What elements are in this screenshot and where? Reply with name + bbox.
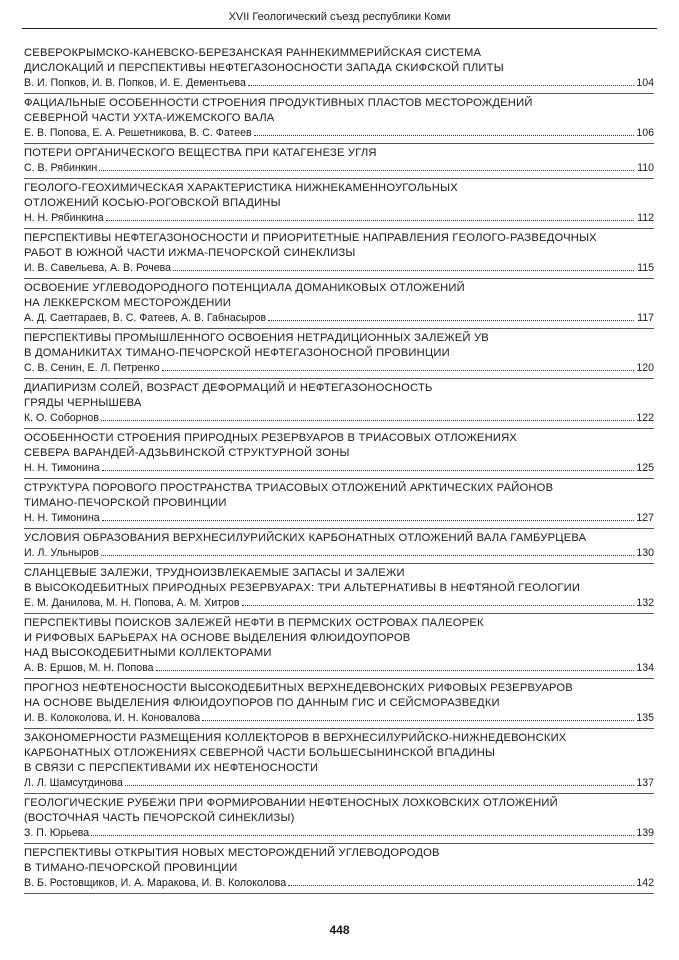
entry-authors: З. П. Юрьева [24,827,90,839]
entry-page-number: 130 [636,547,654,559]
dot-leader [162,370,634,371]
entry-author-row [24,776,654,790]
toc-entry [24,614,654,679]
toc-entry [24,379,654,429]
entry-title-line: НА ЛЕККЕРСКОМ МЕСТОРОЖДЕНИИ [24,297,232,309]
entry-title-line: ПЕРСПЕКТИВЫ НЕФТЕГАЗОНОСНОСТИ И ПРИОРИТЕТНЫЕ НАПРАВЛЕНИЯ ГЕОЛОГО-РАЗВЕДОЧНЫХ [24,232,597,244]
entry-authors: С. В. Рябинкин [24,162,98,174]
toc-entry [24,44,654,94]
entry-title-line: ПЕРСПЕКТИВЫ ОТКРЫТИЯ НОВЫХ МЕСТОРОЖДЕНИЙ УГЛЕВОДОРОДОВ [24,847,440,859]
table-of-contents [24,44,654,894]
entry-author-row [24,661,654,675]
entry-author-row [24,826,654,840]
entry-title-line: СТРУКТУРА ПОРОВОГО ПРОСТРАНСТВА ТРИАСОВЫХ ОТЛОЖЕНИЙ АРКТИЧЕСКИХ РАЙОНОВ [24,482,554,494]
entry-authors: Л. Л. Шамсутдинова [24,777,123,789]
entry-title-line: В ВЫСОКОДЕБИТНЫХ ПРИРОДНЫХ РЕЗЕРВУАРАХ: ТРИ АЛЬТЕРНАТИВЫ В НЕФТЯНОЙ ГЕОЛОГИИ [24,582,581,594]
entry-title [24,181,654,211]
entry-title-line: ПЕРСПЕКТИВЫ ПРОМЫШЛЕННОГО ОСВОЕНИЯ НЕТРАДИЦИОННЫХ ЗАЛЕЖЕЙ УВ [24,332,489,344]
entry-page-number: 139 [636,827,654,839]
entry-title-line: СЕВЕРОКРЫМСКО-КАНЕВСКО-БЕРЕЗАНСКАЯ РАННЕКИММЕРИЙСКАЯ СИСТЕМА [24,47,482,59]
entry-authors: В. Б. Ростовщиков, И. А. Маракова, И. В. Колоколова [24,877,287,889]
entry-authors: Н. Н. Рябинкина [24,212,104,224]
entry-page-number: 110 [637,162,654,174]
dot-leader [242,605,634,606]
dot-leader [102,520,634,521]
entry-title-line: ГЕОЛОГИЧЕСКИЕ РУБЕЖИ ПРИ ФОРМИРОВАНИИ НЕФТЕНОСНЫХ ЛОХКОВСКИХ ОТЛОЖЕНИЙ [24,797,558,809]
toc-entry [24,329,654,379]
entry-page-number: 115 [637,262,654,274]
entry-title [24,281,654,311]
dot-leader [101,420,634,421]
entry-title [24,96,654,126]
toc-entry [24,529,654,564]
page-number: 448 [329,923,350,937]
toc-entry [24,179,654,229]
dot-leader [102,470,634,471]
entry-author-row [24,261,654,275]
entry-author-row [24,711,654,725]
toc-entry [24,794,654,844]
entry-authors: И. Л. Ульныров [24,547,99,559]
entry-title-line: (ВОСТОЧНАЯ ЧАСТЬ ПЕЧОРСКОЙ СИНЕКЛИЗЫ) [24,812,295,824]
toc-entry [24,94,654,144]
entry-title [24,796,654,826]
dot-leader [254,135,634,136]
dot-leader [156,670,634,671]
toc-entry [24,429,654,479]
entry-title-line: ПРОГНОЗ НЕФТЕНОСНОСТИ ВЫСОКОДЕБИТНЫХ ВЕРХНЕДЕВОНСКИХ РИФОВЫХ РЕЗЕРВУАРОВ [24,682,573,694]
dot-leader [173,270,634,271]
entry-title-line: УСЛОВИЯ ОБРАЗОВАНИЯ ВЕРХНЕСИЛУРИЙСКИХ КАРБОНАТНЫХ ОТЛОЖЕНИЙ ВАЛА ГАМБУРЦЕВА [24,532,587,544]
entry-title-line: ДИСЛОКАЦИЙ И ПЕРСПЕКТИВЫ НЕФТЕГАЗОНОСНОСТИ ЗАПАДА СКИФСКОЙ ПЛИТЫ [24,62,504,74]
entry-title [24,566,654,596]
entry-title-line: ОСВОЕНИЕ УГЛЕВОДОРОДНОГО ПОТЕНЦИАЛА ДОМАНИКОВЫХ ОТЛОЖЕНИЙ [24,282,465,294]
entry-title-line: ОСОБЕННОСТИ СТРОЕНИЯ ПРИРОДНЫХ РЕЗЕРВУАРОВ В ТРИАСОВЫХ ОТЛОЖЕНИЯХ [24,432,518,444]
entry-author-row [24,211,654,225]
entry-page-number: 134 [636,662,654,674]
dot-leader [202,720,634,721]
entry-title-line: И РИФОВЫХ БАРЬЕРАХ НА ОСНОВЕ ВЫДЕЛЕНИЯ ФЛЮИДОУПОРОВ [24,632,411,644]
entry-authors: И. В. Колоколова, И. Н. Коновалова [24,712,201,724]
entry-page-number: 135 [636,712,654,724]
entry-title-line: СЛАНЦЕВЫЕ ЗАЛЕЖИ, ТРУДНОИЗВЛЕКАЕМЫЕ ЗАПАСЫ И ЗАЛЕЖИ [24,567,405,579]
entry-title [24,331,654,361]
entry-page-number: 132 [636,597,654,609]
toc-entry [24,844,654,894]
entry-title-line: В СВЯЗИ С ПЕРСПЕКТИВАМИ ИХ НЕФТЕНОСНОСТИ [24,762,319,774]
entry-title [24,846,654,876]
entry-title [24,681,654,711]
toc-entry [24,564,654,614]
entry-author-row [24,311,654,325]
toc-entry [24,479,654,529]
entry-authors: Н. Н. Тимонина [24,462,100,474]
entry-author-row [24,126,654,140]
toc-entry [24,279,654,329]
entry-title-line: ФАЦИАЛЬНЫЕ ОСОБЕННОСТИ СТРОЕНИЯ ПРОДУКТИВНЫХ ПЛАСТОВ МЕСТОРОЖДЕНИЙ [24,97,533,109]
entry-title [24,431,654,461]
entry-title [24,481,654,511]
entry-title [24,531,654,546]
entry-title [24,231,654,261]
entry-page-number: 137 [636,777,654,789]
entry-title-line: ОТЛОЖЕНИЙ КОСЬЮ-РОГОВСКОЙ ВПАДИНЫ [24,197,281,209]
entry-title-line: ГРЯДЫ ЧЕРНЫШЕВА [24,397,142,409]
entry-title [24,731,654,776]
entry-title-line: РАБОТ В ЮЖНОЙ ЧАСТИ ИЖМА-ПЕЧОРСКОЙ СИНЕКЛИЗЫ [24,247,356,259]
toc-entry [24,229,654,279]
entry-authors: С. В. Сенин, Е. Л. Петренко [24,362,160,374]
entry-authors: Е. В. Попова, Е. А. Решетникова, В. С. Фатеев [24,127,252,139]
toc-entry [24,729,654,794]
entry-title-line: ДИАПИРИЗМ СОЛЕЙ, ВОЗРАСТ ДЕФОРМАЦИЙ И НЕФТЕГАЗОНОСНОСТЬ [24,382,433,394]
entry-author-row [24,876,654,890]
entry-title-line: В ТИМАНО-ПЕЧОРСКОЙ ПРОВИНЦИИ [24,862,238,874]
entry-author-row [24,411,654,425]
entry-title-line: В ДОМАНИКИТАХ ТИМАНО-ПЕЧОРСКОЙ НЕФТЕГАЗОНОСНОЙ ПРОВИНЦИИ [24,347,450,359]
running-header: XVII Геологический съезд республики Коми [22,10,657,29]
entry-page-number: 125 [636,462,654,474]
entry-authors: В. И. Попков, И. В. Попков, И. Е. Дементьева [24,77,246,89]
entry-page-number: 112 [637,212,654,224]
entry-authors: И. В. Савельева, А. В. Рочева [24,262,172,274]
entry-page-number: 117 [637,312,654,324]
entry-author-row [24,596,654,610]
entry-title [24,616,654,661]
entry-page-number: 104 [636,77,654,89]
entry-author-row [24,546,654,560]
entry-authors: Е. М. Данилова, М. Н. Попова, А. М. Хитров [24,597,240,609]
entry-title-line: ГЕОЛОГО-ГЕОХИМИЧЕСКАЯ ХАРАКТЕРИСТИКА НИЖНЕКАМЕННОУГОЛЬНЫХ [24,182,458,194]
entry-page-number: 120 [636,362,654,374]
dot-leader [101,555,634,556]
entry-title-line: СЕВЕРНОЙ ЧАСТИ УХТА-ИЖЕМСКОГО ВАЛА [24,112,275,124]
entry-author-row [24,511,654,525]
entry-author-row [24,76,654,90]
dot-leader [125,785,634,786]
entry-title-line: ЗАКОНОМЕРНОСТИ РАЗМЕЩЕНИЯ КОЛЛЕКТОРОВ В ВЕРХНЕСИЛУРИЙСКО-НИЖНЕДЕВОНСКИХ [24,732,567,744]
entry-author-row [24,361,654,375]
entry-page-number: 122 [636,412,654,424]
entry-authors: А. В. Ершов, М. Н. Попова [24,662,154,674]
entry-title-line: КАРБОНАТНЫХ ОТЛОЖЕНИЯХ СЕВЕРНОЙ ЧАСТИ БОЛЬШЕСЫНИНСКОЙ ВПАДИНЫ [24,747,496,759]
dot-leader [106,220,634,221]
dot-leader [268,320,634,321]
entry-title [24,381,654,411]
dot-leader [248,85,634,86]
entry-authors: К. О. Соборнов [24,412,99,424]
entry-title-line: ПОТЕРИ ОРГАНИЧЕСКОГО ВЕЩЕСТВА ПРИ КАТАГЕНЕЗЕ УГЛЯ [24,147,377,159]
entry-title-line: ПЕРСПЕКТИВЫ ПОИСКОВ ЗАЛЕЖЕЙ НЕФТИ В ПЕРМСКИХ ОСТРОВАХ ПАЛЕОРЕК [24,617,484,629]
dot-leader [288,885,634,886]
toc-entry [24,679,654,729]
entry-authors: А. Д. Саетгараев, В. С. Фатеев, А. В. Габнасыров [24,312,267,324]
toc-entry [24,144,654,179]
entry-title [24,146,654,161]
entry-title-line: СЕВЕРА ВАРАНДЕЙ-АДЗЬВИНСКОЙ СТРУКТУРНОЙ ЗОНЫ [24,447,350,459]
entry-page-number: 106 [636,127,654,139]
entry-title-line: НАД ВЫСОКОДЕБИТНЫМИ КОЛЛЕКТОРАМИ [24,647,272,659]
dot-leader [99,170,634,171]
dot-leader [91,835,634,836]
entry-title-line: НА ОСНОВЕ ВЫДЕЛЕНИЯ ФЛЮИДОУПОРОВ ПО ДАННЫМ ГИС И СЕЙСМОРАЗВЕДКИ [24,697,500,709]
entry-title [24,46,654,76]
entry-page-number: 127 [636,512,654,524]
entry-author-row [24,161,654,175]
entry-page-number: 142 [636,877,654,889]
entry-title-line: ТИМАНО-ПЕЧОРСКОЙ ПРОВИНЦИИ [24,497,227,509]
entry-author-row [24,461,654,475]
entry-authors: Н. Н. Тимонина [24,512,100,524]
